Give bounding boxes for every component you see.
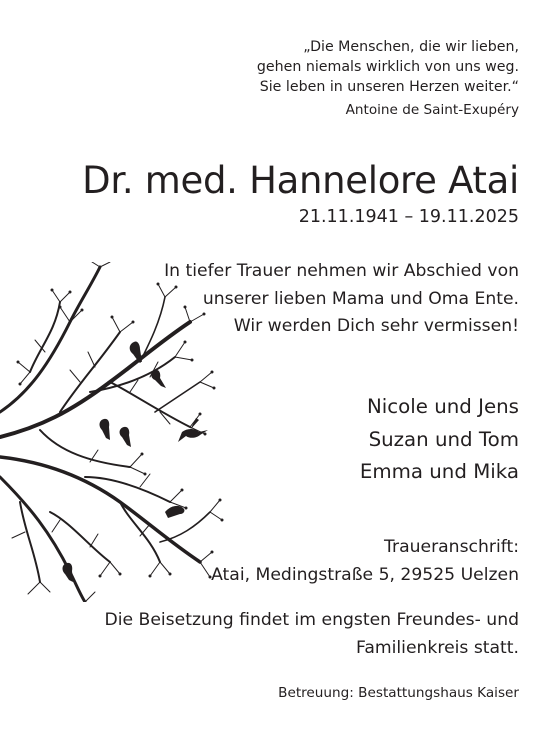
- message-line: In tiefer Trauer nehmen wir Abschied von: [164, 261, 519, 281]
- deceased-name: Dr. med. Hannelore Atai: [82, 159, 519, 202]
- funeral-notice: [104, 607, 519, 662]
- message-line: unserer lieben Mama und Oma Ente.: [202, 288, 519, 309]
- message-line: Wir werden Dich sehr vermissen!: [233, 316, 519, 336]
- quote-line: „Die Menschen, die wir lieben,: [303, 39, 519, 55]
- life-dates: 21.11.1941 – 19.11.2025: [298, 207, 519, 227]
- family-members: [360, 391, 519, 489]
- funeral-line: Die Beisetzung findet im engsten Freundes- und: [104, 610, 519, 630]
- funeral-line: Familienkreis statt.: [356, 637, 519, 658]
- family-line: Nicole und Jens: [367, 395, 519, 418]
- quote-author: Antoine de Saint-Exupéry: [345, 102, 519, 118]
- quote-line: gehen niemals wirklich von uns weg.: [256, 59, 519, 75]
- family-line: Suzan und Tom: [368, 427, 519, 451]
- family-line: Emma und Mika: [359, 460, 519, 483]
- mourning-message: [164, 258, 519, 341]
- address-value: Atai, Medingstraße 5, 29525 Uelzen: [211, 564, 519, 585]
- address-label: Traueranschrift:: [384, 537, 519, 557]
- quote-line: Sie leben in unseren Herzen weiter.“: [259, 79, 519, 95]
- funeral-home-credit: Betreuung: Bestattungshaus Kaiser: [278, 685, 519, 701]
- mourning-address: [211, 534, 519, 589]
- quote: [257, 37, 519, 97]
